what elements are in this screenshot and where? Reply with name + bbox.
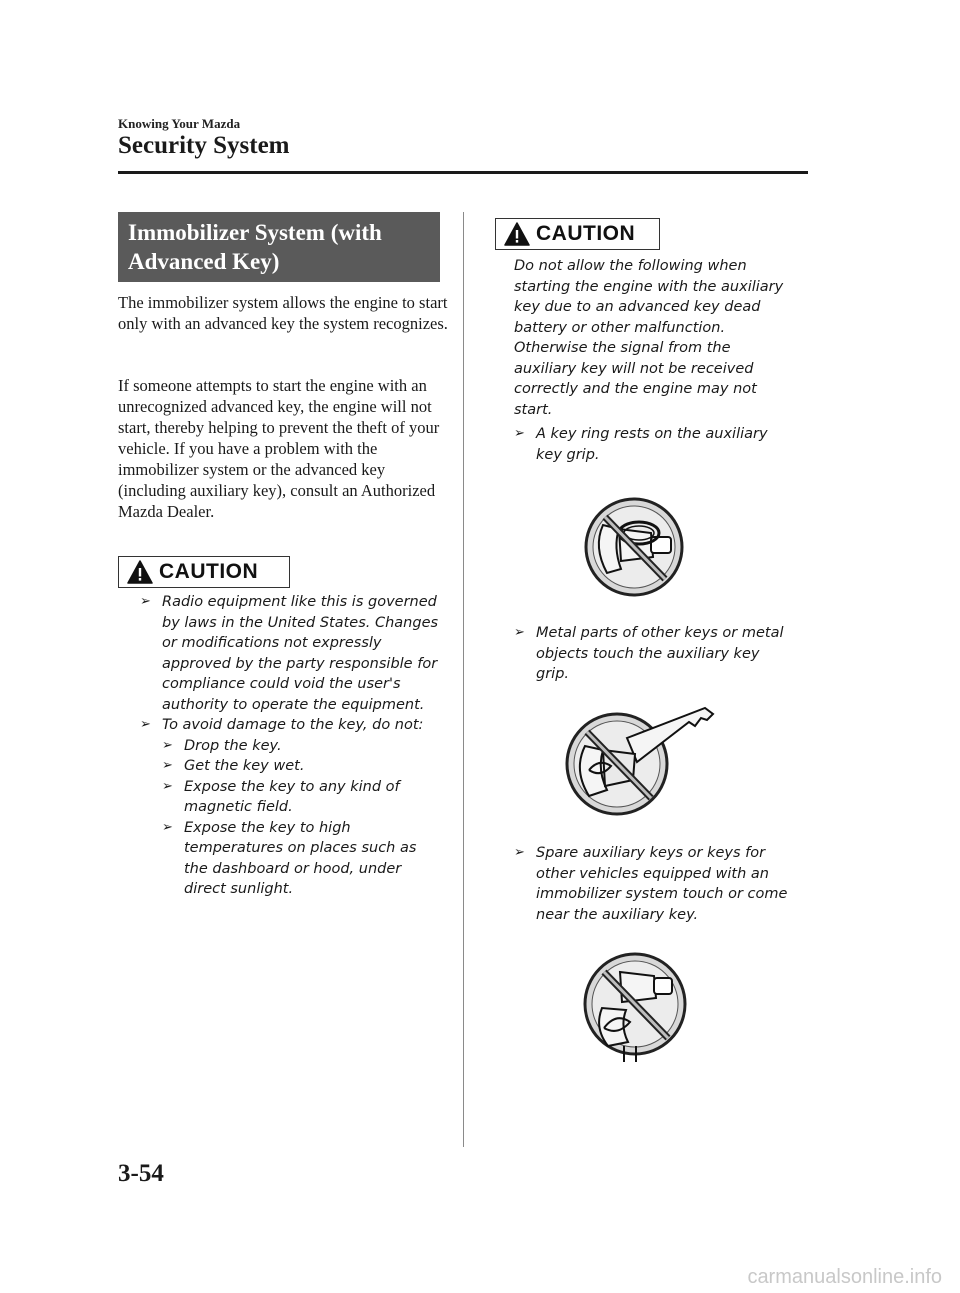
caution-label: CAUTION	[159, 560, 259, 583]
sub-item-text: Expose the key to high temperatures on places such as the dashboard or hood, under direct sunlight.	[184, 819, 417, 897]
arrowhead-bullet-icon: ➢	[514, 845, 525, 860]
list-item	[514, 424, 794, 465]
list-item	[140, 592, 440, 715]
sub-item-text: Drop the key.	[184, 737, 282, 754]
list-item	[140, 715, 440, 736]
watermark: carmanualsonline.info	[747, 1266, 942, 1288]
list-item	[514, 843, 794, 925]
arrowhead-bullet-icon: ➢	[140, 594, 151, 609]
sub-list-item	[162, 736, 440, 757]
sub-item-text: Expose the key to any kind of magnetic field.	[184, 778, 400, 815]
list-item	[514, 623, 794, 685]
arrowhead-bullet-icon: ➢	[514, 625, 525, 640]
caution-badge-left	[118, 556, 290, 588]
arrowhead-bullet-icon: ➢	[162, 758, 173, 773]
list-item-text: Radio equipment like this is governed by laws in the United States. Changes or modifications not expressly approved by the party responsible for compliance could void the user's authority to operate the equipment.	[162, 594, 439, 713]
arrowhead-bullet-icon: ➢	[162, 778, 173, 794]
intro-paragraph: The immobilizer system allows the engine to start only with an advanced key the system recognizes.	[118, 293, 448, 333]
prohibited-key-ring-illustration	[573, 495, 695, 600]
list-item-text: To avoid damage to the key, do not:	[162, 717, 424, 733]
list-item-text: A key ring rests on the auxiliary key grip.	[536, 426, 768, 463]
page-title: Security System	[118, 132, 290, 159]
arrowhead-bullet-icon: ➢	[162, 737, 173, 753]
list-item-text: Metal parts of other keys or metal objects touch the auxiliary key grip.	[536, 625, 784, 682]
sub-list-item	[162, 818, 440, 900]
section-heading: Immobilizer System (with Advanced Key)	[118, 212, 440, 282]
prohibited-metal-key-illustration	[555, 700, 720, 818]
arrowhead-bullet-icon: ➢	[140, 717, 151, 732]
caution-badge-right	[495, 218, 660, 250]
title-rule	[118, 171, 808, 174]
warning-triangle-icon	[127, 560, 153, 584]
caution-label: CAUTION	[536, 222, 636, 245]
caution-intro-right: Do not allow the following when starting the engine with the auxiliary key due to an advanced key dead battery or other malfunction. Otherwise the signal from the auxiliary key will not be received correctly and the engine may not start.	[514, 258, 784, 418]
prohibited-spare-keys-illustration	[574, 950, 696, 1062]
sub-item-text: Get the key wet.	[184, 758, 305, 774]
sub-list-item	[162, 777, 440, 818]
column-divider	[463, 212, 464, 1147]
caution-list-left	[140, 592, 440, 900]
warning-triangle-icon	[504, 222, 530, 246]
breadcrumb: Knowing Your Mazda	[118, 116, 241, 131]
arrowhead-bullet-icon: ➢	[162, 819, 173, 835]
list-item-text: Spare auxiliary keys or keys for other vehicles equipped with an immobilizer system touch or come near the auxiliary key.	[536, 845, 788, 923]
sub-list-item	[162, 756, 440, 777]
arrowhead-bullet-icon: ➢	[514, 426, 525, 441]
page-number: 3-54	[118, 1160, 164, 1187]
theft-paragraph: If someone attempts to start the engine with an unrecognized advanced key, the engine will not start, thereby helping to prevent the theft of your vehicle. If you have a problem with the immobilizer system or the advanced key (including auxiliary key), consult an Authorized Mazda Dealer.	[118, 376, 440, 521]
